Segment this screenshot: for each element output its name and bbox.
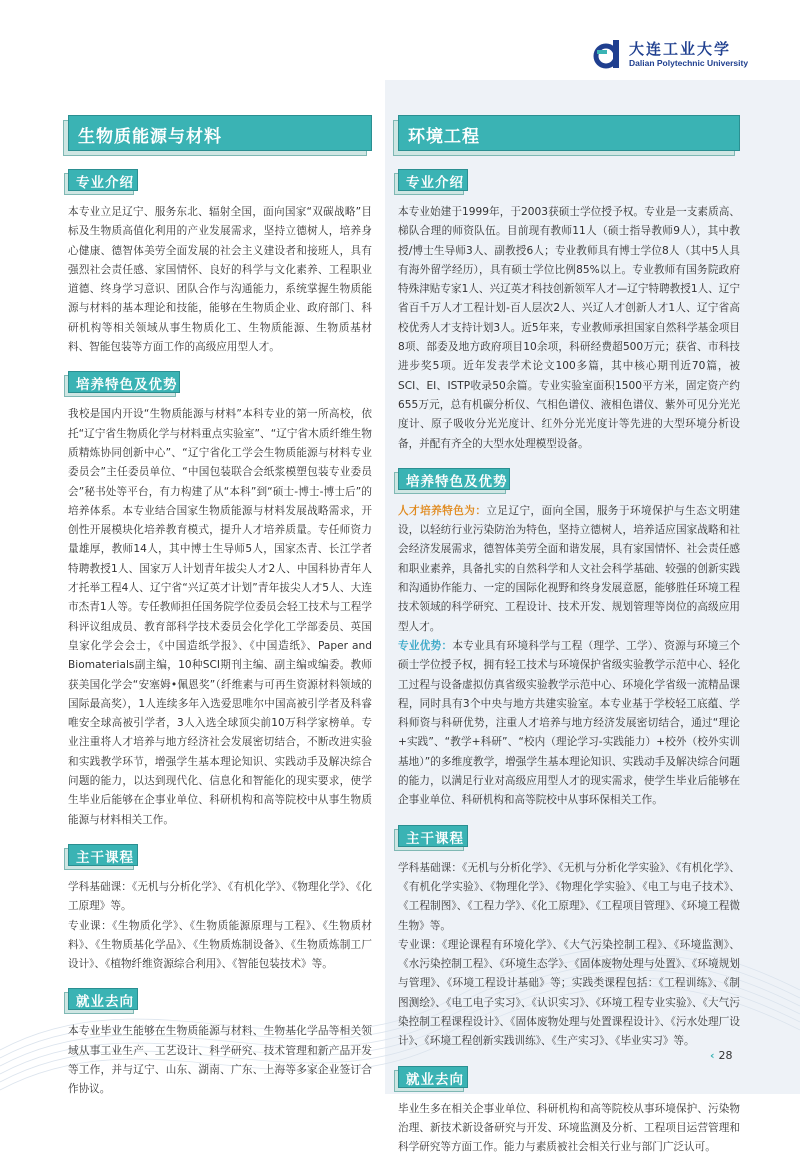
features-paragraph: 我校是国内开设“生物质能源与材料”本科专业的第一所高校，依托“辽宁省生物质化学与材料重点实验室”、“辽宁省木质纤维生物质精炼协同创新中心”、“辽宁省化工学会生物质能源与材料专业委员会”主任委员单位、“中国包装联合会纸浆模塑包装专业委员会”秘书处等平台，有力构建了从“本科”到“硕士-博士-博士后”的培养体系。本专业结合国家生物质能源与材料发展战略需求，开创性开展模块化培养教育模式，提升人才培养质量。专任师资力量雄厚，教师14人，其中博士生导师5人，国家杰青、长江学者特聘教授1人、国家万人计划青年拔尖人才2人、中国科协青年人才托举工程4人、辽宁省“兴辽英才计划”青年拔尖人才5人、大连市杰青1人等。专任教师担任国务院学位委员会轻工技术与工程学科评议组成员、教育部科学技术委员会化学化工学部委员、英国皇家化学会会士，《中国造纸学报》、《中国造纸》、Paper and Biomaterials副主编，10种SCI期刊主编、副主编或编委。教师获美国化学会“安塞姆•佩恩奖”（纤维素与可再生资源材料领域的国际最高奖），1人连续多年入选爱思唯尔中国高被引学者及科睿唯安全球高被引学者，3人入选全球顶尖前10万科学家榜单。专业注重将人才培养与地方经济社会发展密切结合，不断改进实验和实践教学环节，增强学生基本理论知识、实践动手及解决综合问题的能力，以达到现代化、信息化和智能化的现实要求，使学生毕业后能够在企事业单位、科研机构和高等院校中从事生物质能源与材料相关工作。 (68, 408, 372, 826)
intro-paragraph: 本专业立足辽宁、服务东北、辐射全国，面向国家“双碳战略”目标及生物质高值化利用的产业发展需求，坚持立德树人，培养身心健康、德智体美劳全面发展的社会主义建设者和接班人，具有强烈社会责任感、家国情怀、良好的科学与文化素养、工程职业道德、终身学习意识、团队合作与沟通能力，系统掌握生物质能源与材料的基本理论和技能，能够在生物质企业、政府部门、科研机构等相关领域从事生物质化工、生物质能源、生物质基材料、智能包装等方面工作的高级应用型人才。 (68, 206, 372, 354)
section-heading: 专业介绍 (398, 169, 740, 193)
major-title-text: 生物质能源与材料 (78, 127, 222, 147)
courses-foundation-paragraph: 学科基础课：《无机与分析化学》、《有机化学》、《物理化学》、《化工原理》等。 (68, 880, 372, 913)
major-title-biomass (68, 115, 372, 151)
section-heading: 主干课程 (68, 844, 372, 868)
features-paragraph-2: 专业优势：本专业具有环境科学与工程（理学、工学）、资源与环境三个硕士学位授予权，拥有轻工技术与环境保护省级实验教学示范中心、轻化工过程与设备虚拟仿真省级实验教学示范中心、环境化学省级一流精品课程，同时具有3个中央与地方共建实验室。本专业基于学校轻工底蕴、学科师资与科研优势，注重人才培养与地方经济发展密切结合，通过“理论+实践”、“教学+科研”、“校内（理论学习-实践能力）+校外（校外实训基地）”的多维度教学，增强学生基本理论知识、实践动手及解决综合问题的能力，以满足行业对高级应用型人才的现实需求，使学生毕业后能够在企事业单位、科研机构和高等院校中从事环保相关工作。 (398, 639, 740, 807)
logo-chinese-name: 大连工业大学 (629, 40, 732, 58)
features-paragraph-1: 人才培养特色为：立足辽宁，面向全国，服务于环境保护与生态文明建设，以轻纺行业污染防治为特色，坚持立德树人，培养适应国家战略和社会经济发展需求，德智体美劳全面和谐发展，具有家国情怀、社会责任感和职业素养，具备扎实的自然科学和人文社会科学基础、较强的创新实践和沟通协作能力、一定的国际化视野和终身发展意愿，能够胜任环境工程技术领域的科学研究、工程设计、技术开发、规划管理等岗位的高级应用型人才。 (398, 504, 740, 633)
logo-english-name: Dalian Polytechnic University (629, 58, 749, 68)
university-emblem-icon (591, 38, 623, 70)
courses-major-paragraph: 专业课：《理论课程有环境化学》、《大气污染控制工程》、《环境监测》、《水污染控制工程》、《环境生态学》、《固体废物处理与处置》、《环境规划与管理》、《环境工程设计基础》等；实践类课程包括：《工程训练》、《制图测绘》、《电工电子实习》、《认识实习》、《环境工程专业实验》、《大气污染控制工程课程设计》、《固体废物处理与处置课程设计》、《污水处理厂设计》、《环境工程创新实践训练》、《生产实习》、《毕业实习》等。 (398, 938, 740, 1048)
section-heading: 专业介绍 (68, 169, 372, 193)
right-column (398, 115, 740, 1171)
section-heading: 培养特色及优势 (398, 468, 740, 492)
feature-label: 人才培养特色为： (398, 504, 487, 517)
left-column (68, 115, 372, 1114)
university-logo (591, 38, 751, 74)
intro-paragraph: 本专业始建于1999年，于2003获硕士学位授予权。专业是一支素质高、梯队合理的师资队伍。目前现有教师11人（硕士指导教师9人），其中教授/博士生导师3人、副教授6人；专业教师具有博士学位8人（其中5人具有海外留学经历），具有硕士学位比例85%以上。专业教师有国务院政府特殊津贴专家1人、兴辽英才科技创新领军人才—辽宁特聘教授1人、辽宁省百千万人才工程计划-百人层次2人、兴辽人才创新人才1人、辽宁省高校优秀人才支持计划3人。近5年来，专业教师承担国家自然科学基金项目8项、部委及地方政府项目10余项，科研经费超500万元；获省、市科技进步奖5项。近年发表学术论文100多篇，其中核心期刊近70篇，被SCI、EI、ISTP收录50余篇。专业实验室面积1500平方米，固定资产约655万元，总有机碳分析仪、气相色谱仪、液相色谱仪、紫外可见分光光度计、原子吸收分光光度计、红外分光光度计等先进的大型环境分析设备，并配有齐全的大型水处理模型设备。 (398, 206, 740, 450)
feature-label: 专业优势： (398, 639, 453, 652)
section-heading: 就业去向 (398, 1066, 740, 1090)
courses-major-paragraph: 专业课：《生物质化学》、《生物质能源原理与工程》、《生物质材料》、《生物质基化学品》、《生物质炼制设备》、《生物质炼制工厂设计》、《植物纤维资源综合利用》、《智能包装技术》等。 (68, 919, 372, 971)
courses-foundation-paragraph: 学科基础课：《无机与分析化学》、《无机与分析化学实验》、《有机化学》、《有机化学实验》、《物理化学》、《物理化学实验》、《电工与电子技术》、《工程制图》、《工程力学》、《化工原理》、《工程项目管理》、《环境工程微生物》等。 (398, 861, 740, 932)
major-title-environment (398, 115, 740, 151)
section-heading: 就业去向 (68, 988, 372, 1012)
page-number: ‹ 28 (710, 1049, 733, 1062)
section-heading: 培养特色及优势 (68, 371, 372, 395)
employment-paragraph: 本专业毕业生能够在生物质能源与材料、生物基化学品等相关领域从事工业生产、工艺设计、科学研究、技术管理和新产品开发等工作，并与辽宁、山东、湖南、广东、上海等多家企业签订合作协议。 (68, 1025, 372, 1096)
employment-paragraph: 毕业生多在相关企事业单位、科研机构和高等院校从事环境保护、污染物治理、新技术新设备研究与开发、环境监测及分析、工程项目运营管理和科学研究等方面工作。能力与素质被社会相关行业与部门广泛认可。 (398, 1102, 740, 1154)
section-heading: 主干课程 (398, 825, 740, 849)
chevron-left-icon: ‹ (710, 1049, 715, 1062)
major-title-text: 环境工程 (408, 127, 480, 147)
